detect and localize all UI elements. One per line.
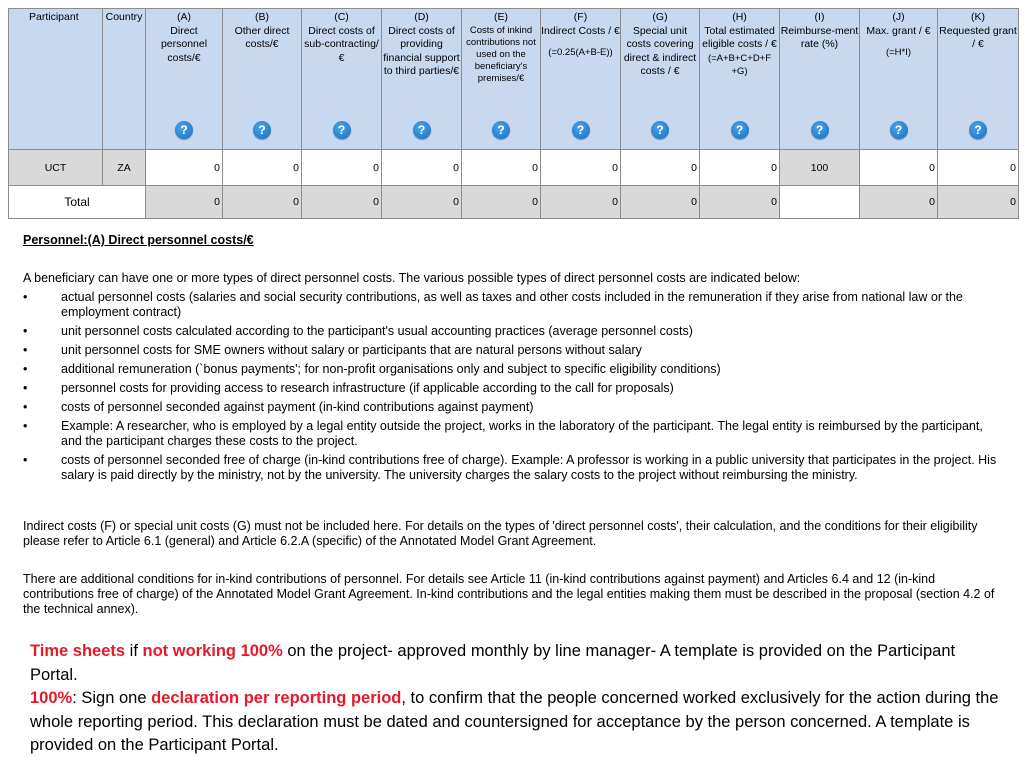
value-cell-b[interactable]: 0 [223,150,302,186]
header-participant: Participant [9,9,103,150]
value-cell-e[interactable]: 0 [462,150,541,186]
intro-text: A beneficiary can have one or more types of direct personnel costs. The various possible types of direct personnel costs are indicated below: [23,271,801,285]
country-cell: ZA [103,150,146,186]
help-icon[interactable]: ? [333,121,351,139]
total-cell-b: 0 [223,186,302,219]
total-label: Total [9,186,146,219]
list-item: • unit personnel costs for SME owners without salary or participants that are natural persons without salary [23,343,1003,358]
hundred-percent-label: 100% [30,689,73,707]
help-icon[interactable]: ? [253,121,271,139]
list-item: • costs of personnel seconded free of charge (in-kind contributions free of charge). Example: A professor is working in a public university that participates in the project. His salary is paid directly by the ministry, not by the university. The university charges the salary costs to the project without reimbursing the ministry. [23,453,1003,483]
header-col-f: (F) Indirect Costs / € (=0.25(A+B-E)) ? [541,9,621,150]
cost-table [8,8,1019,219]
header-col-g: (G) Special unit costs covering direct & indirect costs / € ? [621,9,700,150]
list-item: • actual personnel costs (salaries and social security contributions, as well as taxes and other costs included in the remuneration if they arise from national law or the employment contract) [23,290,1003,320]
total-cell-a: 0 [146,186,223,219]
time-sheets-label: Time sheets [30,642,126,660]
header-col-k: (K) Requested grant / € ? [938,9,1019,150]
help-icon[interactable]: ? [969,121,987,139]
total-cell-f: 0 [541,186,621,219]
help-icon[interactable]: ? [890,121,908,139]
list-item: • Example: A researcher, who is employed by a legal entity outside the project, works in the laboratory of the participant. The legal entity is reimbursed by the participant, and the participant charges these costs to the project. [23,419,1003,449]
header-col-a: (A) Direct personnel costs/€ ? [146,9,223,150]
participant-cell: UCT [9,150,103,186]
value-cell-j: 0 [860,150,938,186]
not-working-label: not working 100% [142,642,283,660]
cost-types-list [23,290,1003,487]
help-icon[interactable]: ? [572,121,590,139]
section-heading: Personnel:(A) Direct personnel costs/€ [23,233,254,247]
help-icon[interactable]: ? [413,121,431,139]
header-col-b: (B) Other direct costs/€ ? [223,9,302,150]
header-col-h: (H) Total estimated eligible costs / € (=A+B+C+D+F +G) ? [700,9,780,150]
list-item: • costs of personnel seconded against payment (in-kind contributions against payment) [23,400,1003,415]
header-col-e: (E) Costs of inkind contributions not used on the beneficiary's premises/€ ? [462,9,541,150]
value-cell-a[interactable]: 0 [146,150,223,186]
value-cell-h: 0 [700,150,780,186]
indirect-costs-paragraph: Indirect costs (F) or special unit costs (G) must not be included here. For details on the types of 'direct personnel costs', their calculation, and the conditions for their eligibility please refer to Article 6.1 (general) and Article 6.2.A (specific) of the Annotated Model Grant Agreement. [23,519,978,548]
header-col-i: (I) Reimburse-ment rate (%) ? [780,9,860,150]
help-icon[interactable]: ? [175,121,193,139]
total-cell-j: 0 [860,186,938,219]
list-item: • additional remuneration (`bonus payments'; for non-profit organisations only and subject to specific eligibility conditions) [23,362,1003,377]
help-icon[interactable]: ? [731,121,749,139]
help-icon[interactable]: ? [492,121,510,139]
value-cell-d[interactable]: 0 [382,150,462,186]
total-cell-e: 0 [462,186,541,219]
table-header-row [9,9,1019,150]
value-cell-f: 0 [541,150,621,186]
value-cell-g[interactable]: 0 [621,150,700,186]
total-cell-g: 0 [621,186,700,219]
timesheet-note: Time sheets if not working 100% on the project- approved monthly by line manager- A template is provided on the Participant Portal. 100%: Sign one declaration per reporting period, to confirm that the people concerned worked exclusively for the action during the whole reporting period. This declaration must be dated and countersigned for acceptance by the person concerned. A template is provided on the Participant Portal. [30,642,999,754]
list-item: • unit personnel costs calculated according to the participant's usual accounting practices (average personnel costs) [23,324,1003,339]
header-col-c: (C) Direct costs of sub-contracting/€ ? [302,9,382,150]
help-icon[interactable]: ? [651,121,669,139]
value-cell-c[interactable]: 0 [302,150,382,186]
total-cell-h: 0 [700,186,780,219]
header-col-j: (J) Max. grant / € (=H*I) ? [860,9,938,150]
total-cell-k: 0 [938,186,1019,219]
total-cell-i [780,186,860,219]
value-cell-k[interactable]: 0 [938,150,1019,186]
total-row [9,186,1019,219]
total-cell-d: 0 [382,186,462,219]
inkind-paragraph: There are additional conditions for in-kind contributions of personnel. For details see Article 11 (in-kind contributions against payment) and Articles 6.4 and 12 (in-kind contributions free of charge) of the Annotated Model Grant Agreement. In-kind contributions and the legal entities making them must be described in the proposal (section 4.2 of the technical annex). [23,572,995,616]
header-country: Country [103,9,146,150]
list-item: • personnel costs for providing access to research infrastructure (if applicable according to the call for proposals) [23,381,1003,396]
help-icon[interactable]: ? [811,121,829,139]
value-cell-i: 100 [780,150,860,186]
total-cell-c: 0 [302,186,382,219]
header-col-d: (D) Direct costs of providing financial support to third parties/€ ? [382,9,462,150]
declaration-label: declaration per reporting period [151,689,402,707]
table-row [9,150,1019,186]
